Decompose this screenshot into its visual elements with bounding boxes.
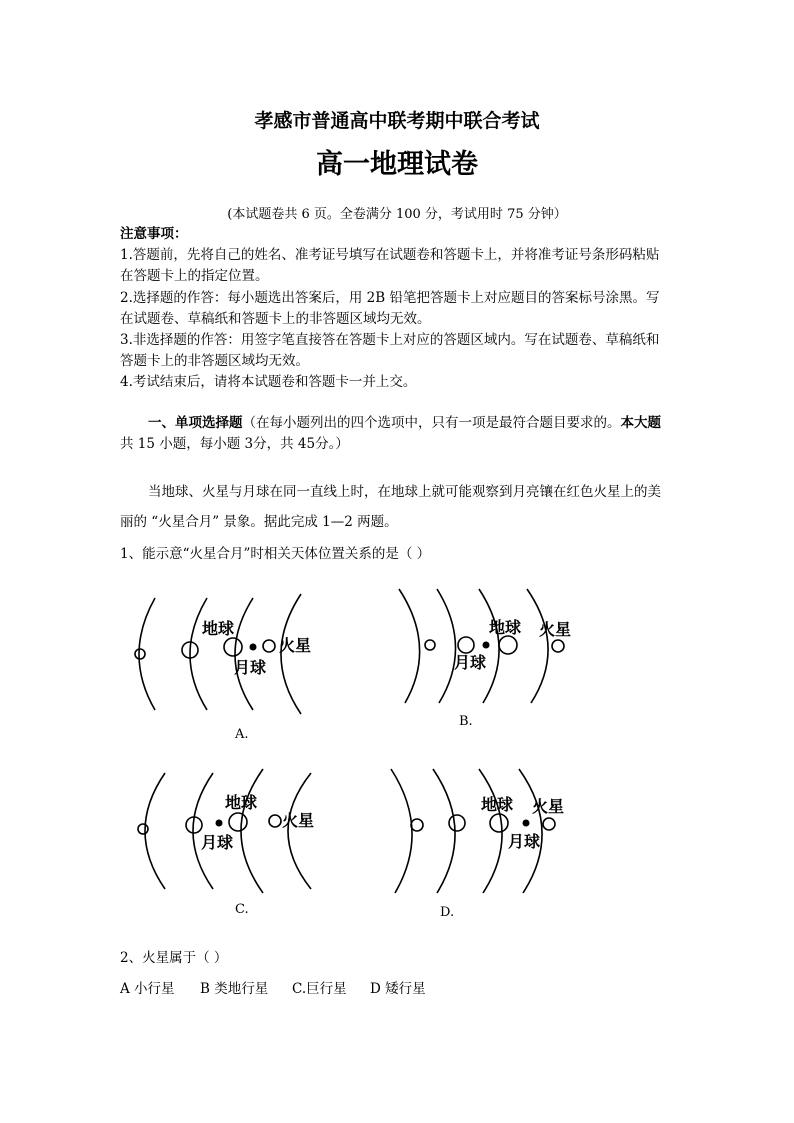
earth-label: 地球 — [481, 795, 514, 814]
exam-subject: 高一地理试卷 — [316, 149, 478, 180]
mars-label: 火星 — [282, 811, 315, 830]
option-b-diagram[interactable] — [385, 585, 600, 720]
mars-label: 火星 — [532, 797, 565, 816]
notes-line-4: 在试题卷、草稿纸和答题卡上的非答题区域均无效。 — [120, 311, 431, 327]
earth-label: 地球 — [202, 619, 235, 638]
mars-label: 火星 — [539, 620, 572, 639]
option-b-label: B. — [459, 714, 473, 729]
moon-label: 月球 — [454, 653, 487, 672]
option-d-diagram[interactable] — [385, 765, 600, 905]
notes-line-1: 1.答题前，先将自己的姓名、准考证号填写在试题卷和答题卡上，并将准考证号条形码粘贴 — [120, 247, 660, 263]
passage-line-2: 丽的 “火星合月” 景象。据此完成 1—2 两题。 — [120, 514, 398, 530]
moon-label: 月球 — [201, 833, 234, 852]
option-d-label: D. — [440, 905, 455, 920]
section-1-title: 一、单项选择题 — [148, 415, 243, 431]
notes-heading: 注意事项： — [120, 226, 188, 242]
section-1-desc-2: 共 15 小题，每小题 3分，共 45分。） — [120, 436, 349, 452]
option-a-diagram[interactable] — [125, 590, 340, 725]
notes-line-2: 在答题卡上的指定位置。 — [120, 268, 269, 284]
section-1-desc: （在每小题列出的四个选项中，只有一项是最符合题目要求的。 — [242, 415, 621, 431]
option-a-label: A. — [235, 727, 249, 742]
option-c-diagram[interactable] — [125, 765, 340, 900]
question-2-stem: 2、火星属于（ ） — [120, 950, 228, 966]
question-1-stem: 1、能示意“火星合月”时相关天体位置关系的是（ ） — [120, 546, 431, 562]
exam-info: (本试题卷共 6 页。全卷满分 100 分，考试用时 75 分钟） — [227, 207, 567, 222]
notes-line-6: 答题卡上的非答题区域均无效。 — [120, 353, 309, 369]
notes-line-3: 2.选择题的作答：每小题选出答案后，用 2B 铅笔把答题卡上对应题目的答案标号涂黑。写 — [120, 290, 660, 306]
moon-label: 月球 — [508, 832, 541, 851]
section-1-desc-bold: 本大题 — [620, 415, 661, 431]
question-2-choice-a[interactable]: A 小行星 — [120, 981, 175, 997]
earth-label: 地球 — [225, 793, 258, 812]
section-1-header — [148, 411, 661, 431]
question-2-choice-b[interactable]: B 类地行星 — [200, 981, 269, 997]
passage-line-1: 当地球、火星与月球在同一直线上时，在地球上就可能观察到月亮镶在红色火星上的美 — [148, 484, 661, 500]
mars-label: 火星 — [279, 636, 312, 655]
question-2-choice-c[interactable]: C.巨行星 — [292, 981, 347, 997]
notes-line-5: 3.非选择题的作答：用签字笔直接答在答题卡上对应的答题区域内。写在试题卷、草稿纸和 — [120, 332, 660, 348]
notes-line-7: 4.考试结束后，请将本试题卷和答题卡一并上交。 — [120, 374, 417, 390]
moon-label: 月球 — [234, 658, 267, 677]
question-2-choice-d[interactable]: D 矮行星 — [370, 981, 426, 997]
exam-title: 孝感市普通高中联考期中联合考试 — [254, 110, 540, 132]
option-c-label: C. — [235, 902, 249, 917]
earth-label: 地球 — [489, 618, 522, 637]
